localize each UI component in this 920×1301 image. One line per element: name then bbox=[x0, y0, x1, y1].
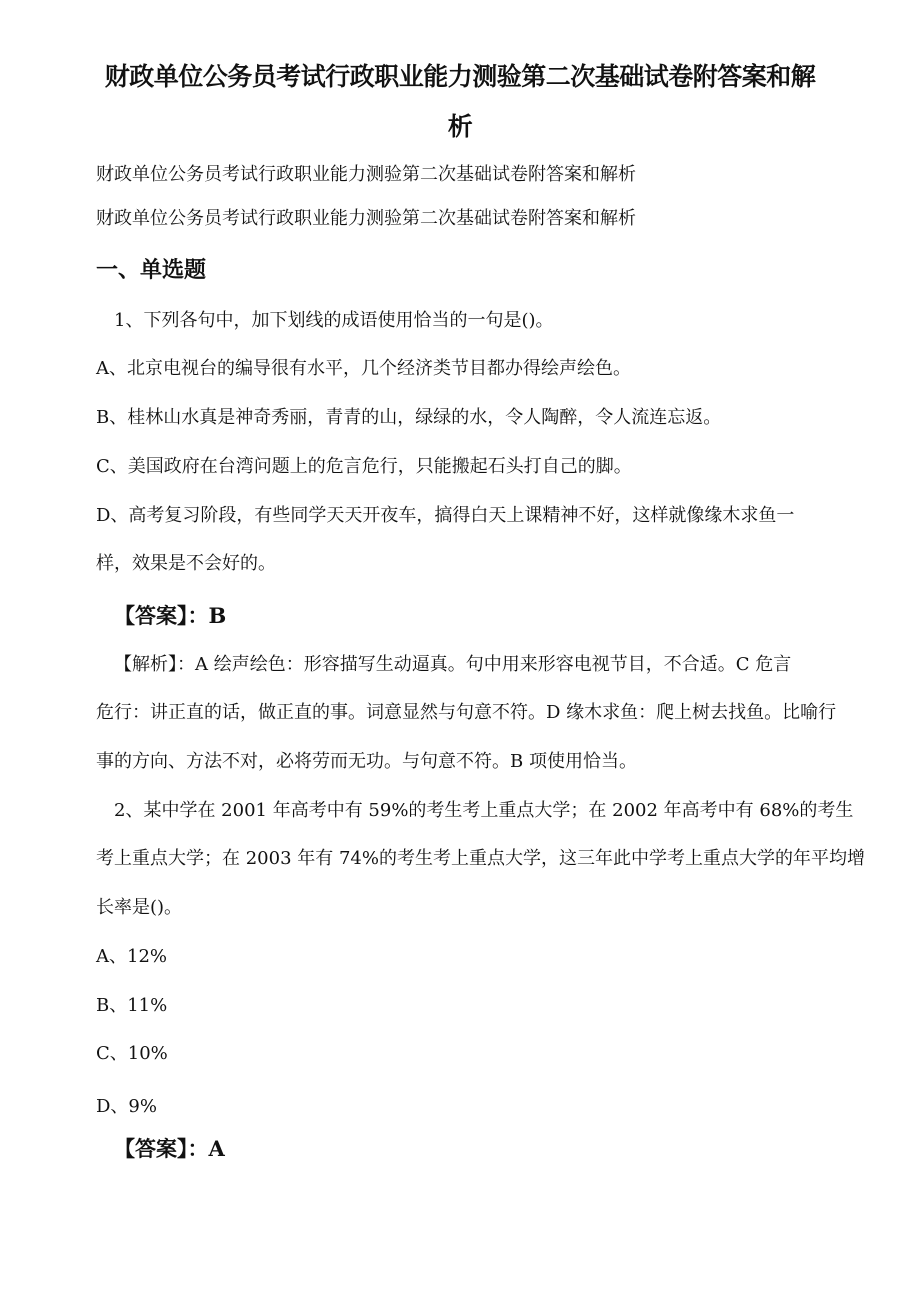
q1-option-d-line-1: D、高考复习阶段，有些同学天天开夜车，搞得白天上课精神不好，这样就像缘木求鱼一 bbox=[96, 505, 795, 526]
q2-answer-label: 【答案】： bbox=[114, 1137, 209, 1161]
q1-stem: 1、下列各句中，加下划线的成语使用恰当的一句是()。 bbox=[114, 310, 554, 331]
q2-option-c: C、10% bbox=[96, 1043, 168, 1064]
q2-answer bbox=[114, 1134, 225, 1164]
q1-option-b: B、桂林山水真是神奇秀丽，青青的山，绿绿的水，令人陶醉，令人流连忘返。 bbox=[96, 407, 722, 428]
q2-stem-line-3: 长率是()。 bbox=[96, 897, 183, 918]
q1-answer-label: 【答案】： bbox=[114, 604, 209, 628]
document-title-line-2: 析 bbox=[447, 112, 473, 141]
q2-stem-line-2: 考上重点大学；在 2003 年有 74%的考生考上重点大学，这三年此中学考上重点大学的年平均增 bbox=[96, 848, 865, 869]
document-subtitle-1: 财政单位公务员考试行政职业能力测验第二次基础试卷附答案和解析 bbox=[96, 164, 636, 185]
q1-option-a: A、北京电视台的编导很有水平，几个经济类节目都办得绘声绘色。 bbox=[96, 358, 631, 379]
q2-stem-line-1: 2、某中学在 2001 年高考中有 59%的考生考上重点大学；在 2002 年高考中有 68%的考生 bbox=[114, 800, 854, 821]
q2-option-b: B、11% bbox=[96, 995, 168, 1016]
q1-analysis-line-3: 事的方向、方法不对，必将劳而无功。与句意不符。B 项使用恰当。 bbox=[96, 751, 637, 772]
q1-answer bbox=[114, 601, 226, 631]
q1-analysis-line-1: 【解析】：A 绘声绘色：形容描写生动逼真。句中用来形容电视节目，不合适。C 危言 bbox=[114, 654, 792, 675]
q1-answer-value: B bbox=[208, 603, 227, 628]
q2-option-d: D、9% bbox=[96, 1096, 157, 1117]
q1-option-c: C、美国政府在台湾问题上的危言危行，只能搬起石头打自己的脚。 bbox=[96, 456, 632, 477]
document-title-line-1: 财政单位公务员考试行政职业能力测验第二次基础试卷附答案和解 bbox=[104, 62, 816, 91]
q1-analysis-line-2: 危行：讲正直的话，做正直的事。词意显然与句意不符。D 缘木求鱼：爬上树去找鱼。比喻行 bbox=[96, 702, 837, 723]
q1-option-d-line-2: 样，效果是不会好的。 bbox=[96, 553, 276, 574]
document-subtitle-2: 财政单位公务员考试行政职业能力测验第二次基础试卷附答案和解析 bbox=[96, 208, 636, 229]
section-heading: 一、单选题 bbox=[96, 258, 207, 283]
q2-option-a: A、12% bbox=[96, 946, 168, 967]
q2-answer-value: A bbox=[208, 1136, 225, 1161]
